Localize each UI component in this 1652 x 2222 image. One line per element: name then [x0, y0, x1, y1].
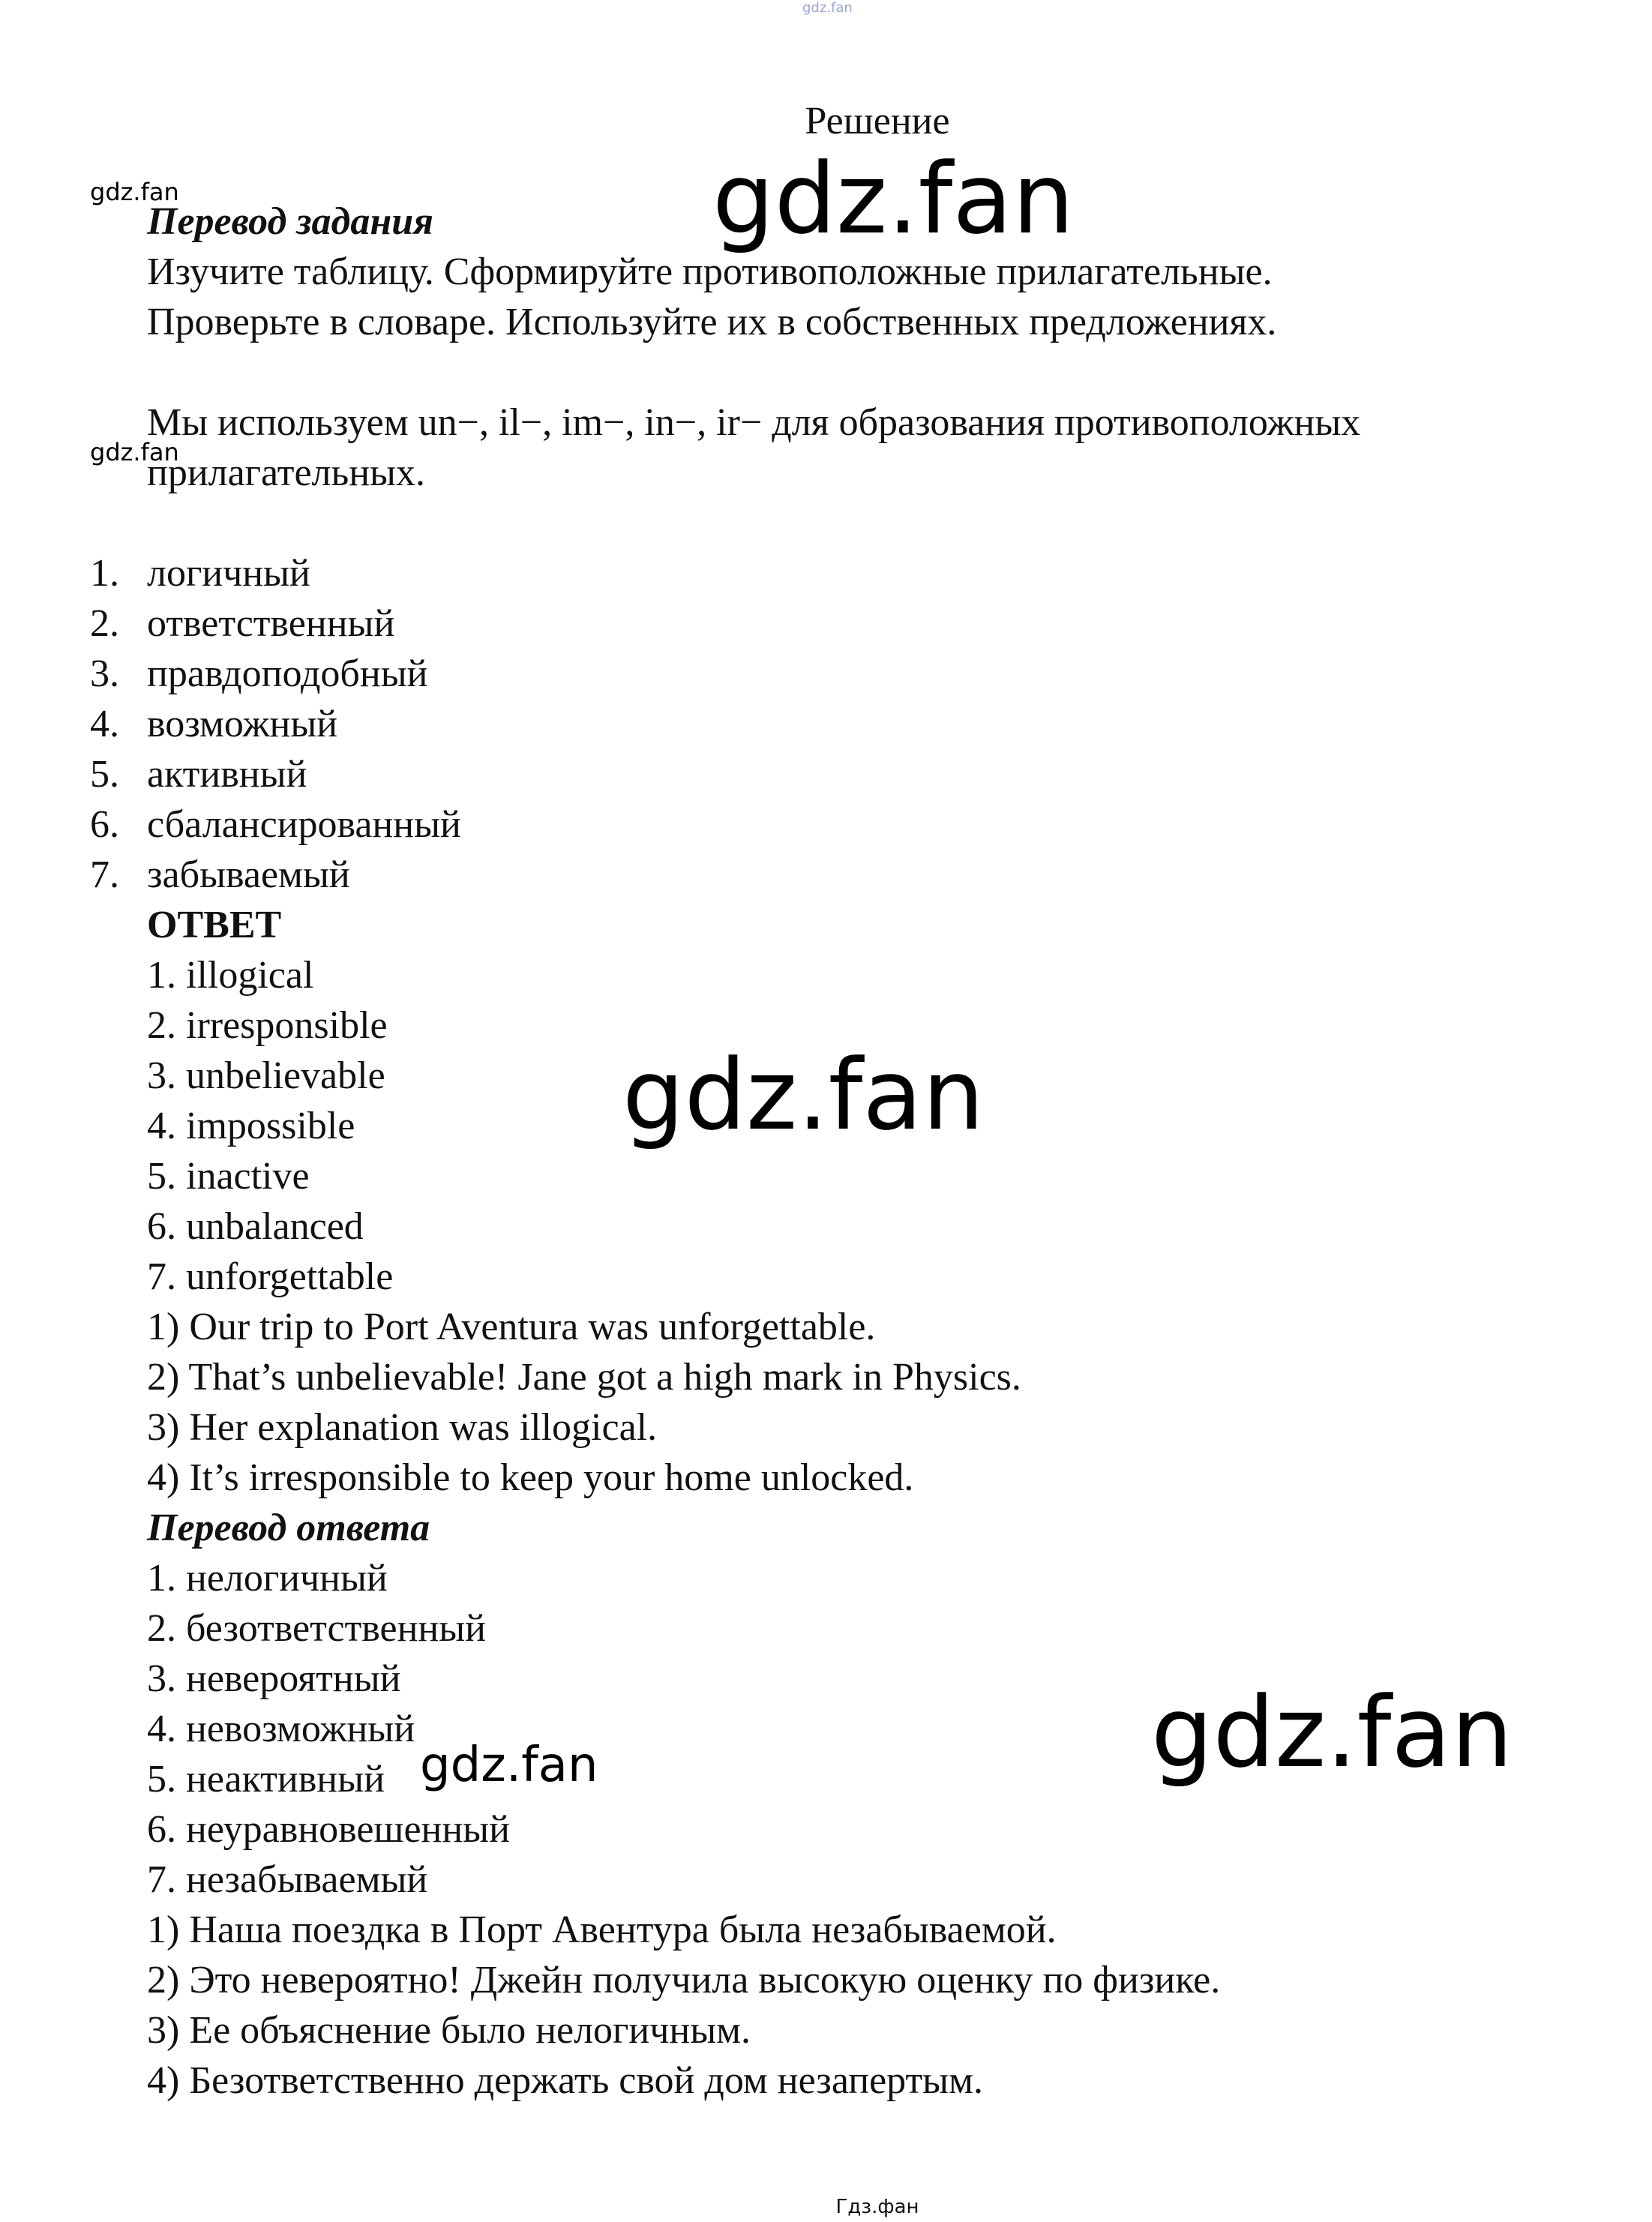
watermark-medium: gdz.fan — [420, 1738, 598, 1793]
watermark-large: gdz.fan — [1151, 1675, 1513, 1789]
answer-line: 3) Her explanation was illogical. — [147, 1406, 658, 1449]
translation-line: 2) Это невероятно! Джейн получила высокую оценку по физике. — [147, 1959, 1221, 2002]
task-line: Изучите таблицу. Сформируйте противоположные прилагательные. — [147, 250, 1273, 293]
list-item — [90, 598, 461, 649]
translation-line: 3. невероятный — [147, 1657, 401, 1700]
watermark-small: gdz.fan — [90, 438, 179, 466]
list-text: сбалансированный — [147, 803, 461, 846]
watermark-large: gdz.fan — [712, 142, 1075, 256]
translation-line: 4. невозможный — [147, 1708, 415, 1750]
translation-line: 7. незабываемый — [147, 1858, 428, 1901]
list-item — [90, 799, 461, 850]
answer-line: 2. irresponsible — [147, 1004, 388, 1047]
prefix-line: прилагательных. — [147, 451, 425, 494]
translation-line: 5. неактивный — [147, 1758, 385, 1801]
list-item — [90, 850, 461, 900]
list-number: 5. — [90, 753, 119, 796]
watermark-small: gdz.fan — [90, 178, 179, 206]
page-title: Решение — [805, 100, 950, 142]
task-line: Проверьте в словаре. Используйте их в собственных предложениях. — [147, 301, 1277, 343]
task-heading: Перевод задания — [147, 200, 433, 243]
page-footer: Гдз.фан — [835, 2196, 919, 2218]
watermark-large: gdz.fan — [622, 1038, 985, 1152]
list-item — [90, 749, 461, 799]
list-text: активный — [147, 753, 307, 796]
answer-line: 6. unbalanced — [147, 1205, 364, 1248]
prefix-line: Мы используем un−, il−, im−, in−, ir− для образования противоположных — [147, 401, 1361, 444]
list-number: 4. — [90, 703, 119, 745]
translation-line: 3) Ее объяснение было нелогичным. — [147, 2009, 751, 2052]
answer-line: 1) Our trip to Port Aventura was unforgettable. — [147, 1306, 876, 1348]
translation-line: 1. нелогичный — [147, 1557, 388, 1600]
answer-line: 2) That’s unbelievable! Jane got a high mark in Physics. — [147, 1356, 1021, 1399]
prefix-block — [147, 397, 1360, 498]
list-item — [90, 699, 461, 749]
translation-line: 6. неуравновешенный — [147, 1808, 510, 1851]
answer-line: 4. impossible — [147, 1105, 355, 1147]
list-text: ответственный — [147, 602, 395, 645]
list-number: 2. — [90, 602, 119, 645]
answer-line: 4) It’s irresponsible to keep your home unlocked. — [147, 1456, 914, 1499]
list-text: логичный — [147, 552, 310, 595]
task-block — [147, 196, 1276, 347]
list-number: 6. — [90, 803, 119, 846]
list-text: забываемый — [147, 853, 350, 896]
list-text: правдоподобный — [147, 652, 428, 695]
answer-line: 1. illogical — [147, 954, 314, 997]
list-number: 1. — [90, 552, 119, 595]
answer-line: 3. unbelievable — [147, 1054, 385, 1097]
answer-line: 7. unforgettable — [147, 1255, 394, 1298]
list-number: 3. — [90, 652, 119, 695]
list-number: 7. — [90, 853, 119, 896]
translation-block — [147, 1503, 1220, 2106]
translation-line: 4) Безответственно держать свой дом незапертым. — [147, 2059, 984, 2102]
translation-line: 1) Наша поездка в Порт Авентура была незабываемой. — [147, 1909, 1057, 1951]
translation-heading: Перевод ответа — [147, 1507, 430, 1549]
top-watermark: gdz.fan — [802, 0, 853, 16]
translation-line: 2. безответственный — [147, 1607, 487, 1650]
list-item — [90, 548, 461, 598]
list-item — [90, 649, 461, 699]
numbered-list — [90, 548, 461, 900]
answer-heading: ОТВЕТ — [147, 904, 282, 946]
answer-block — [147, 900, 1021, 1503]
list-text: возможный — [147, 703, 338, 745]
answer-line: 5. inactive — [147, 1155, 310, 1198]
